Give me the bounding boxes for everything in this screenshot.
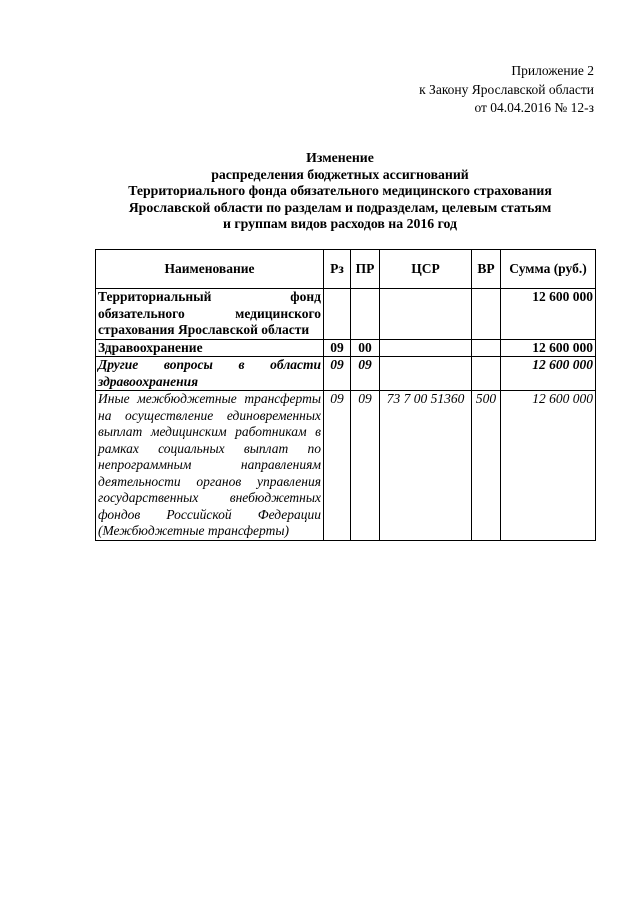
row-rz: 09 — [324, 391, 351, 541]
row-pr: 09 — [351, 391, 380, 541]
row-name: Здравоохранение — [96, 339, 324, 357]
table-row — [96, 357, 596, 391]
header-sum: Сумма (руб.) — [501, 250, 596, 289]
row-pr: 09 — [351, 357, 380, 391]
title-line-5: и группам видов расходов на 2016 год — [222, 216, 458, 231]
annex-header — [419, 62, 594, 118]
row-name: Иные межбюджетные трансферты на осуществление единовременных выплат медицинским работникам в рамках социальных выплат по непрограммным направлениям деятельности органов управления государственных внебюджетных фондов Российской Федерации (Межбюджетные трансферты) — [96, 391, 324, 541]
header-csr: ЦСР — [380, 250, 472, 289]
row-vr — [472, 289, 501, 340]
header-pr: ПР — [351, 250, 380, 289]
row-vr — [472, 339, 501, 357]
budget-table — [95, 249, 596, 541]
title-line-1: Изменение — [306, 150, 374, 165]
row-sum: 12 600 000 — [501, 289, 596, 340]
table-row — [96, 391, 596, 541]
row-rz: 09 — [324, 339, 351, 357]
row-csr — [380, 339, 472, 357]
row-pr: 00 — [351, 339, 380, 357]
table-row — [96, 289, 596, 340]
table-header-row — [96, 250, 596, 289]
annex-number: Приложение 2 — [511, 63, 594, 78]
title-line-4: Ярославской области по разделам и подразделам, целевым статьям — [128, 199, 552, 215]
row-name: Территориальный фонд обязательного медицинского страхования Ярославской области — [96, 289, 324, 340]
row-csr — [380, 289, 472, 340]
row-name: Другие вопросы в области здравоохранения — [96, 357, 324, 391]
row-rz — [324, 289, 351, 340]
row-csr: 73 7 00 51360 — [380, 391, 472, 541]
row-csr — [380, 357, 472, 391]
header-name: Наименование — [96, 250, 324, 289]
title-line-2: распределения бюджетных ассигнований — [211, 166, 469, 182]
row-sum: 12 600 000 — [501, 391, 596, 541]
title-line-3: Территориального фонда обязательного медицинского страхования — [128, 183, 552, 198]
row-vr: 500 — [472, 391, 501, 541]
annex-date: от 04.04.2016 № 12-з — [474, 100, 594, 115]
header-vr: ВР — [472, 250, 501, 289]
row-vr — [472, 357, 501, 391]
document-title — [60, 150, 620, 233]
row-pr — [351, 289, 380, 340]
table-row — [96, 339, 596, 357]
annex-law: к Закону Ярославской области — [419, 81, 594, 97]
row-rz: 09 — [324, 357, 351, 391]
header-rz: Рз — [324, 250, 351, 289]
row-sum: 12 600 000 — [501, 339, 596, 357]
row-sum: 12 600 000 — [501, 357, 596, 391]
